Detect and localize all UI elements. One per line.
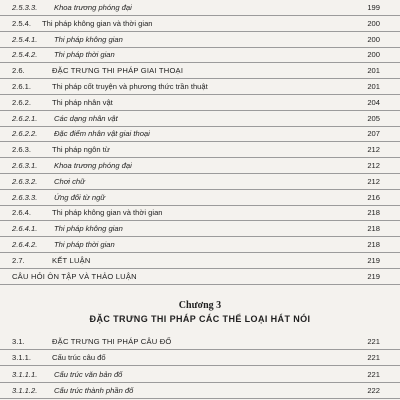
toc-entry-page: 219 [367, 255, 380, 265]
toc-entry-title: Thi pháp không gian [54, 224, 123, 234]
toc-entry-title: Các dạng nhân vật [54, 113, 118, 123]
toc-entry [0, 95, 400, 111]
toc-entry-title: Thi pháp không gian [54, 34, 123, 44]
toc-entry-number: CÂU HỎI ÔN TẬP VÀ THẢO LUẬN [12, 271, 137, 281]
toc-entry [0, 47, 400, 63]
toc-entry [0, 269, 400, 285]
toc-entry [0, 221, 400, 237]
toc-entry [0, 383, 400, 399]
toc-entry-title: Ứng đối từ ngữ [54, 192, 106, 202]
toc-entry-title: Cấu trúc câu đố [52, 353, 106, 363]
toc-entry-number: 2.6.3.1. [12, 161, 38, 170]
toc-entry-title: ĐẶC TRƯNG THI PHÁP GIAI THOẠI [52, 66, 184, 76]
toc-entry-title: Khoa trương phóng đại [54, 161, 132, 170]
toc-entry [0, 334, 400, 350]
toc-entry-title: Đặc điểm nhân vật giai thoại [54, 129, 150, 139]
toc-entry [0, 158, 400, 174]
toc-entry-number: 2.6.4.1. [12, 224, 38, 234]
toc-entry-title: Thi pháp không gian và thời gian [52, 208, 163, 218]
toc-entry-number: 2.5.4.2. [12, 50, 38, 60]
toc-entry [0, 142, 400, 158]
toc-entry-page: 200 [367, 50, 380, 60]
toc-entry-number: 2.6.4.2. [12, 240, 38, 249]
chapter-label: Chương 3 [178, 300, 222, 311]
toc-entry-title: Cấu trúc thành phần đố [54, 386, 134, 396]
toc-entry-page: 205 [367, 113, 380, 123]
toc-entry-number: 2.5.4.1. [12, 34, 38, 44]
toc-entry [0, 63, 400, 79]
toc-entry [0, 237, 400, 253]
toc-entry [0, 190, 400, 206]
toc-entry [0, 205, 400, 221]
toc-entry-page: 221 [367, 353, 380, 363]
toc-entry-page: 201 [367, 82, 380, 91]
toc-entry-title: Cấu trúc văn bản đố [54, 369, 123, 379]
toc-entry-page: 221 [367, 369, 380, 379]
toc-entry-title: Thi pháp ngôn từ [52, 145, 110, 155]
toc-entry-page: 221 [367, 337, 380, 346]
toc-entry-number: 2.6.2.2. [12, 129, 38, 139]
toc-entry-number: 2.7. [12, 255, 25, 265]
toc-entry-page: 207 [367, 129, 380, 139]
toc-entry-page: 218 [367, 224, 380, 234]
toc-entry [0, 111, 400, 127]
toc-entry-number: 2.6.3.3. [12, 192, 38, 202]
toc-entry-title: ĐẶC TRƯNG THI PHÁP CÂU ĐỐ [52, 337, 172, 346]
toc-entry-page: 201 [367, 66, 380, 76]
toc-entry-title: Thi pháp cốt truyện và phương thức trần thuật [52, 82, 208, 91]
toc-entry-number: 2.6.1. [12, 82, 31, 91]
toc-entry [0, 367, 400, 383]
toc-entry-page: 219 [367, 271, 380, 281]
toc-entry-number: 2.6. [12, 66, 25, 76]
toc-entry-page: 222 [367, 386, 380, 396]
toc-entry-page: 212 [367, 176, 380, 186]
toc-entry [0, 253, 400, 269]
toc-entry-page: 212 [367, 145, 380, 155]
toc-entry-title: Khoa trương phóng đại [54, 3, 132, 12]
toc-entry-page: 204 [367, 97, 380, 107]
toc-entry-number: 2.5.4. [12, 18, 31, 28]
toc-entry [0, 32, 400, 48]
chapter-title: ĐẶC TRƯNG THI PHÁP CÁC THỂ LOẠI HÁT NÓI [89, 314, 311, 324]
toc-entry-title: Thi pháp nhân vật [52, 97, 113, 107]
toc-entry-page: 200 [367, 18, 380, 28]
toc-entry-page: 212 [367, 161, 380, 170]
toc-entry-page: 200 [367, 34, 380, 44]
toc-entry-number: 2.6.3.2. [12, 176, 38, 186]
toc-entry-title: Thi pháp thời gian [54, 50, 115, 60]
toc-entry-title: Chơi chữ [54, 176, 85, 186]
toc-entry [0, 126, 400, 142]
toc-entry-title: KẾT LUẬN [52, 255, 91, 265]
toc-entry [0, 174, 400, 190]
toc-entry-number: 2.6.4. [12, 208, 31, 218]
toc-entry-number: 2.6.2. [12, 97, 31, 107]
toc-entry [0, 0, 400, 16]
toc-entry-number: 3.1.1.1. [12, 369, 38, 379]
toc-entry-page: 218 [367, 240, 380, 249]
toc-entry [0, 350, 400, 366]
toc-entry [0, 79, 400, 95]
toc-entry-title: Thi pháp không gian và thời gian [42, 18, 153, 28]
toc-entry-number: 3.1. [12, 337, 25, 346]
toc-entry-number: 2.6.3. [12, 145, 31, 155]
toc-entry-number: 2.6.2.1. [12, 113, 38, 123]
toc-entry-title: Thi pháp thời gian [54, 240, 115, 249]
toc-entry-number: 3.1.1.2. [12, 386, 38, 396]
toc-entry-number: 3.1.1. [12, 353, 31, 363]
toc-entry [0, 16, 400, 32]
toc-entry-number: 2.5.3.3. [12, 3, 38, 12]
toc-entry-page: 216 [367, 192, 380, 202]
toc-entry-page: 218 [367, 208, 380, 218]
toc-entry-page: 199 [367, 3, 380, 12]
